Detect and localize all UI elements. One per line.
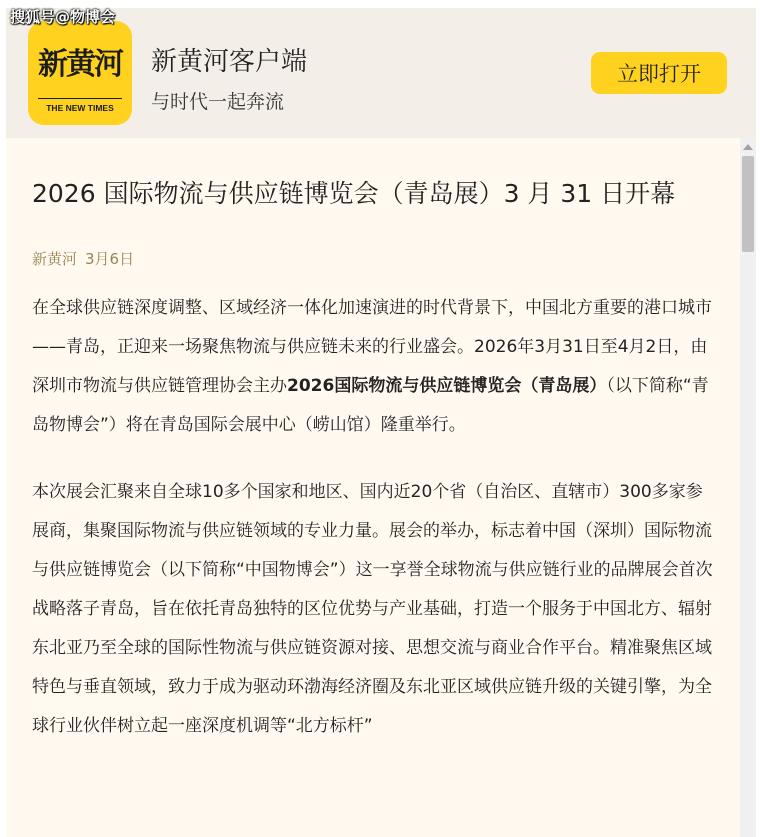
article-meta bbox=[32, 248, 716, 269]
article-paragraph bbox=[32, 289, 716, 445]
vertical-scrollbar[interactable] bbox=[740, 138, 756, 837]
logo-subtitle: THE NEW TIMES bbox=[46, 103, 114, 113]
app-name: 新黄河客户端 bbox=[151, 47, 308, 77]
app-download-banner bbox=[6, 8, 756, 138]
app-slogan: 与时代一起奔流 bbox=[151, 91, 285, 113]
article-paragraph: 本次展会汇聚来自全球10多个国家和地区、国内近20个省（自治区、直辖市）300多家参展商，集聚国际物流与供应链领域的专业力量。展会的举办，标志着中国（深圳）国际物流与供应链博览会（以下简称“中国物博会”）这一享誉全球物流与供应链行业的品牌展会首次战略落子青岛，旨在依托青岛独特的区位优势与产业基础，打造一个服务于中国北方、辐射东北亚乃至全球的国际性物流与供应链资源对接、思想交流与商业合作平台。精准聚焦区域特色与垂直领域，致力于成为驱动环渤海经济圈及东北亚区域供应链升级的关键引擎，为全球行业伙伴树立起一座深度机调等“北方标杆” bbox=[32, 482, 713, 736]
paragraph-bold-text: 2026国际物流与供应链博览会（青岛展） bbox=[287, 376, 607, 396]
article-source[interactable]: 新黄河 bbox=[32, 250, 78, 268]
watermark-text: 搜狐号@物博会 bbox=[10, 8, 116, 26]
scrollbar-thumb[interactable] bbox=[742, 156, 754, 252]
paragraph-text: 在全球供应链深度调整、区域经济一体化加速演进的时代背景下，中国北方重要的港口城市——青岛，正迎来一场聚焦物流与供应链未来的行业盛会。2026年3月31日至4月2日，由深圳市物流与供应链管理协会主办 bbox=[32, 298, 712, 396]
scroll-up-arrow-icon[interactable] bbox=[743, 144, 753, 150]
article-container bbox=[6, 138, 740, 837]
article-title: 2026 国际物流与供应链博览会（青岛展）3 月 31 日开幕 bbox=[32, 179, 676, 208]
logo-glyph: 新黄河 bbox=[38, 47, 122, 82]
app-logo bbox=[28, 21, 132, 125]
open-app-button[interactable]: 立即打开 bbox=[591, 52, 727, 94]
article-date: 3月6日 bbox=[85, 250, 135, 268]
article-content bbox=[6, 138, 740, 746]
paragraph-text: （以下简称“青岛物博会”）将在青岛国际会展中心（崂山馆）隆重举行。 bbox=[32, 376, 709, 435]
logo-divider bbox=[38, 98, 122, 99]
